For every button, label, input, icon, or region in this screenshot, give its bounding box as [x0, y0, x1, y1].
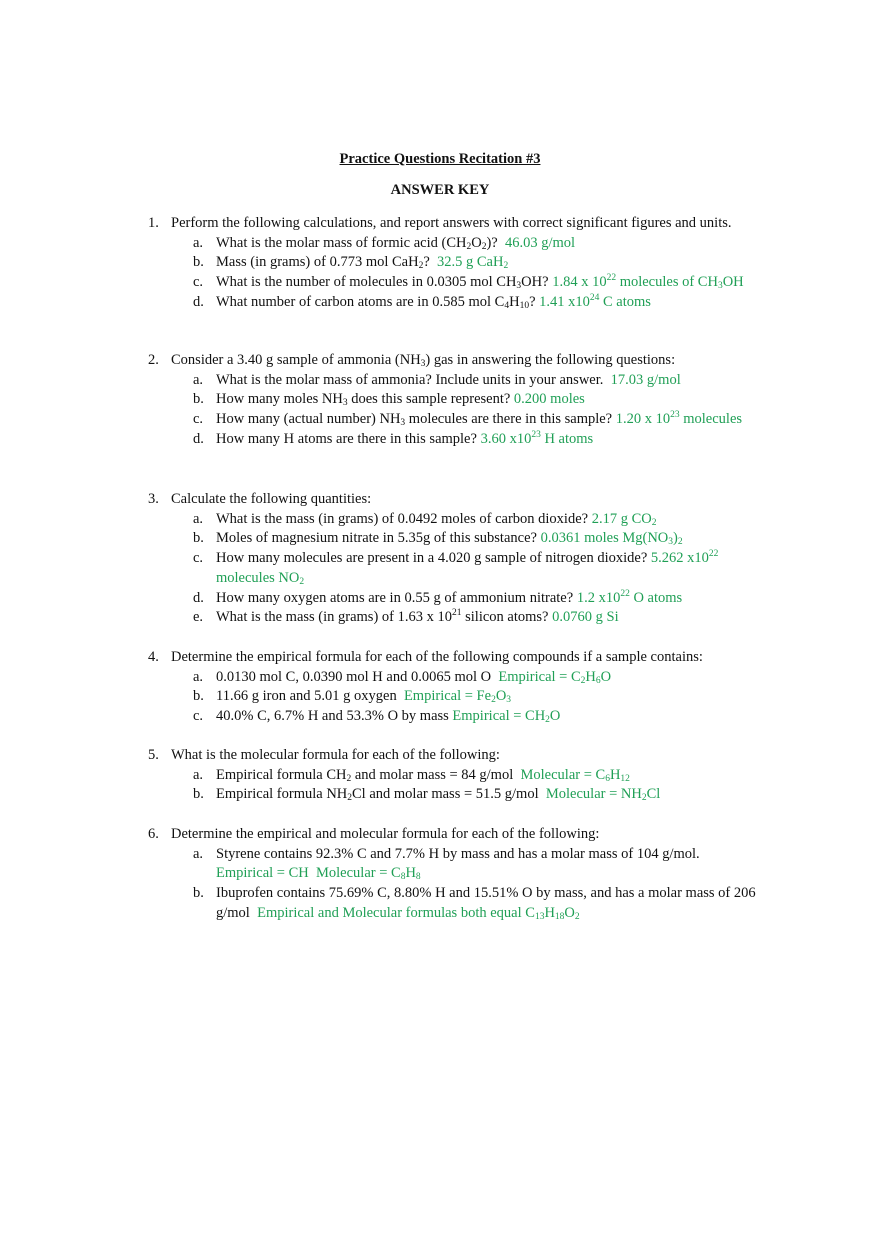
answer-text: 32.5 g CaH	[437, 254, 504, 271]
question-4c	[148, 707, 768, 727]
answer-text: Cl	[646, 786, 661, 803]
item-letter: b.	[193, 391, 204, 408]
item-text: Ibuprofen contains 75.69% C, 8.80% H and 15.51% O by mass, and has a molar mass of 206 g/mol	[216, 885, 756, 921]
answer: 17.03 g/mol	[610, 371, 681, 388]
superscript: 22	[620, 588, 630, 599]
answer-text: Empirical = Fe	[403, 688, 492, 705]
answer	[404, 688, 511, 704]
answer: 0.200 moles	[513, 391, 585, 408]
subscript: 12	[620, 773, 630, 784]
answer-text: O	[600, 668, 612, 685]
item-letter: b.	[193, 885, 204, 902]
item-text: O	[471, 234, 482, 251]
question-number: 3.	[148, 491, 159, 507]
question-number: 1.	[148, 215, 159, 231]
answer: 46.03 g/mol	[504, 234, 576, 251]
answer-text: 3.60 x10	[480, 430, 532, 447]
answer-text: 2.17 g CO	[591, 510, 652, 527]
subscript: 3	[717, 281, 723, 292]
answer	[437, 254, 508, 270]
question-2-stem	[148, 351, 768, 371]
answer-text: H	[585, 668, 596, 685]
item-text: )?	[486, 234, 498, 251]
answer-text: O	[564, 904, 575, 921]
answer-text: Empirical = CH	[452, 708, 546, 725]
question-text: What is the molecular formula for each of the following:	[171, 747, 500, 763]
item-text: and molar mass = 84 g/mol	[354, 766, 514, 783]
subscript: 2	[580, 675, 586, 686]
subscript: 2	[677, 537, 683, 548]
subscript: 2	[503, 261, 509, 272]
question-3d	[148, 589, 768, 609]
answer-text: O atoms	[633, 589, 683, 606]
item-text: ?	[423, 254, 430, 271]
subscript: 2	[346, 773, 352, 784]
subscript: 2	[418, 261, 424, 272]
answer: 0.0760 g Si	[552, 609, 619, 626]
answer	[498, 669, 611, 685]
subscript: 8	[400, 872, 406, 883]
question-number: 6.	[148, 826, 159, 842]
answer	[546, 786, 660, 802]
answer-text: OH	[722, 274, 744, 291]
answer	[577, 590, 682, 606]
question-3-stem	[148, 490, 768, 510]
subscript: 3	[400, 418, 406, 429]
item-text: How many (actual number) NH	[216, 411, 401, 428]
item-text: What is the mass (in grams) of 1.63 x 10	[216, 609, 452, 626]
question-text: Determine the empirical formula for each of the following compounds if a sample contains:	[171, 649, 703, 665]
subscript: 18	[554, 911, 565, 922]
subscript: 2	[574, 911, 580, 922]
question-1c	[148, 273, 768, 293]
subscript: 13	[534, 911, 545, 922]
superscript: 23	[531, 429, 541, 440]
item-letter: b.	[193, 254, 204, 271]
subscript: 6	[605, 773, 610, 784]
item-text: Styrene contains 92.3% C and 7.7% H by mass and has a molar mass of 104 g/mol.	[216, 845, 700, 862]
answer-text: Empirical = CH	[216, 865, 309, 882]
answer-text: 5.262 x10	[650, 550, 709, 567]
question-2b	[148, 390, 768, 410]
answer	[539, 294, 651, 310]
answer-text: molecules of CH	[619, 274, 718, 291]
superscript: 24	[589, 292, 600, 303]
answer-text: Molecular = NH	[545, 786, 642, 803]
question-6a	[148, 845, 768, 884]
answer-text: 0.0361 moles Mg(NO	[540, 530, 669, 547]
question-3a	[148, 510, 768, 530]
question-3c	[148, 549, 768, 588]
item-letter: d.	[193, 293, 204, 310]
answer-text: Empirical and Molecular formulas both equal C	[257, 904, 535, 921]
item-text: What number of carbon atoms are in 0.585 mol C	[216, 293, 505, 310]
item-text: What is the mass (in grams) of 0.0492 moles of carbon dioxide?	[216, 510, 589, 527]
question-3	[148, 490, 768, 628]
subscript: 6	[595, 675, 601, 686]
answer-text: Molecular = C	[316, 865, 401, 882]
answer	[592, 511, 657, 527]
question-2d	[148, 430, 768, 450]
superscript: 21	[452, 608, 462, 619]
item-text: Cl and molar mass = 51.5 g/mol	[352, 786, 539, 803]
answer-text: molecules NO	[216, 569, 300, 586]
item-letter: c.	[193, 274, 204, 291]
answer-text: molecules	[683, 411, 743, 428]
item-letter: b.	[193, 786, 204, 803]
item-text: 40.0% C, 6.7% H and 53.3% O by mass	[216, 708, 449, 725]
answer	[216, 865, 421, 881]
item-text: H	[509, 293, 520, 310]
question-2a	[148, 371, 768, 391]
question-4	[148, 648, 768, 727]
question-5a	[148, 766, 768, 786]
question-5	[148, 746, 768, 805]
item-letter: d.	[193, 430, 204, 447]
item-letter: b.	[193, 688, 204, 705]
subscript: 3	[506, 695, 512, 706]
item-text: 0.0130 mol C, 0.0390 mol H and 0.0065 mol O	[216, 668, 492, 685]
item-text: What is the molar mass of formic acid (CH	[216, 234, 467, 251]
question-1b	[148, 253, 768, 273]
subscript: 4	[504, 300, 510, 311]
answer	[541, 530, 683, 546]
question-3e	[148, 608, 768, 628]
question-text: Consider a 3.40 g sample of ammonia (NH	[171, 352, 421, 368]
superscript: 23	[670, 410, 680, 421]
question-1	[148, 214, 768, 313]
question-4b	[148, 687, 768, 707]
item-text: silicon atoms?	[465, 609, 549, 626]
answer-text: 1.2 x10	[576, 589, 621, 606]
answer	[521, 767, 630, 783]
question-text: Calculate the following quantities:	[171, 491, 372, 507]
subscript: 3	[342, 398, 348, 409]
item-text: How many oxygen atoms are in 0.55 g of ammonium nitrate?	[216, 589, 574, 606]
answer	[257, 905, 580, 921]
answer-text: 1.84 x 10	[552, 274, 607, 291]
answer-text: 1.20 x 10	[615, 411, 671, 428]
subscript: 2	[641, 793, 647, 804]
item-text: What is the number of molecules in 0.0305 mol CH	[216, 274, 517, 291]
question-6b	[148, 884, 768, 923]
item-text: Mass (in grams) of 0.773 mol CaH	[216, 254, 419, 271]
item-text: Empirical formula CH	[216, 766, 347, 783]
subscript: 3	[420, 359, 426, 369]
question-2c	[148, 410, 768, 430]
question-text: Determine the empirical and molecular formula for each of the following:	[171, 826, 600, 842]
item-text: How many molecules are present in a 4.020 g sample of nitrogen dioxide?	[216, 550, 648, 567]
item-letter: a.	[193, 668, 204, 685]
item-text: molecules are there in this sample?	[408, 411, 613, 428]
answer-text: C atoms	[603, 293, 651, 310]
question-text: ) gas in answering the following questions:	[425, 352, 676, 368]
question-number: 2.	[148, 352, 159, 368]
answer-text: H	[544, 904, 555, 921]
page-title: Practice Questions Recitation #3	[339, 151, 541, 167]
item-letter: a.	[193, 234, 204, 251]
question-6-stem	[148, 825, 768, 845]
item-letter: a.	[193, 510, 204, 527]
item-text: How many H atoms are there in this sample?	[216, 430, 477, 447]
item-letter: c.	[193, 550, 204, 567]
item-letter: c.	[193, 708, 204, 725]
answer	[452, 708, 560, 724]
item-text: 11.66 g iron and 5.01 g oxygen	[216, 688, 397, 705]
item-letter: a.	[193, 845, 204, 862]
answer-text: H atoms	[544, 430, 594, 447]
item-text: How many moles NH	[216, 391, 343, 408]
answer	[481, 431, 594, 447]
subscript: 8	[415, 872, 421, 883]
answer	[616, 411, 742, 427]
answer	[552, 274, 743, 290]
item-letter: b.	[193, 530, 204, 547]
item-text: Moles of magnesium nitrate in 5.35g of this substance?	[216, 530, 537, 547]
item-text: What is the molar mass of ammonia? Include units in your answer.	[216, 371, 604, 388]
item-text: ?	[529, 293, 536, 310]
subscript: 3	[668, 537, 674, 548]
subscript: 2	[299, 576, 305, 587]
subscript: 3	[516, 281, 522, 292]
subscript: 2	[347, 793, 353, 804]
subscript: 2	[466, 241, 472, 252]
item-letter: c.	[193, 411, 204, 428]
question-number: 5.	[148, 747, 159, 763]
question-4a	[148, 668, 768, 688]
answer-text: O	[549, 708, 561, 725]
superscript: 22	[606, 273, 617, 284]
page-subtitle: ANSWER KEY	[390, 182, 490, 198]
question-2	[148, 351, 768, 450]
answer-text: Empirical = C	[498, 668, 581, 685]
subscript: 10	[519, 300, 530, 311]
question-1-stem	[148, 214, 768, 234]
answer-text: H	[609, 766, 621, 783]
answer-text: Molecular = C	[520, 766, 606, 783]
answer-text: O	[495, 688, 507, 705]
item-text: OH?	[521, 274, 549, 291]
question-1d	[148, 293, 768, 313]
question-3b	[148, 529, 768, 549]
item-letter: e.	[193, 609, 204, 626]
subscript: 2	[545, 715, 550, 726]
item-letter: a.	[193, 371, 204, 388]
answer-text: 1.41 x10	[539, 293, 590, 310]
question-number: 4.	[148, 649, 159, 665]
item-letter: d.	[193, 589, 204, 606]
subscript: 2	[481, 241, 487, 252]
question-5b	[148, 785, 768, 805]
question-1a	[148, 234, 768, 254]
subscript: 2	[491, 695, 496, 706]
superscript: 22	[708, 549, 719, 560]
item-text: does this sample represent?	[351, 391, 511, 408]
question-text: Perform the following calculations, and report answers with correct significant figures and units.	[171, 215, 732, 231]
question-6	[148, 825, 768, 924]
answer-text: H	[405, 865, 416, 882]
item-letter: a.	[193, 766, 204, 783]
question-5-stem	[148, 746, 768, 766]
answer-text: )	[673, 530, 678, 547]
item-text: Empirical formula NH	[216, 786, 348, 803]
question-4-stem	[148, 648, 768, 668]
subscript: 2	[651, 517, 657, 528]
